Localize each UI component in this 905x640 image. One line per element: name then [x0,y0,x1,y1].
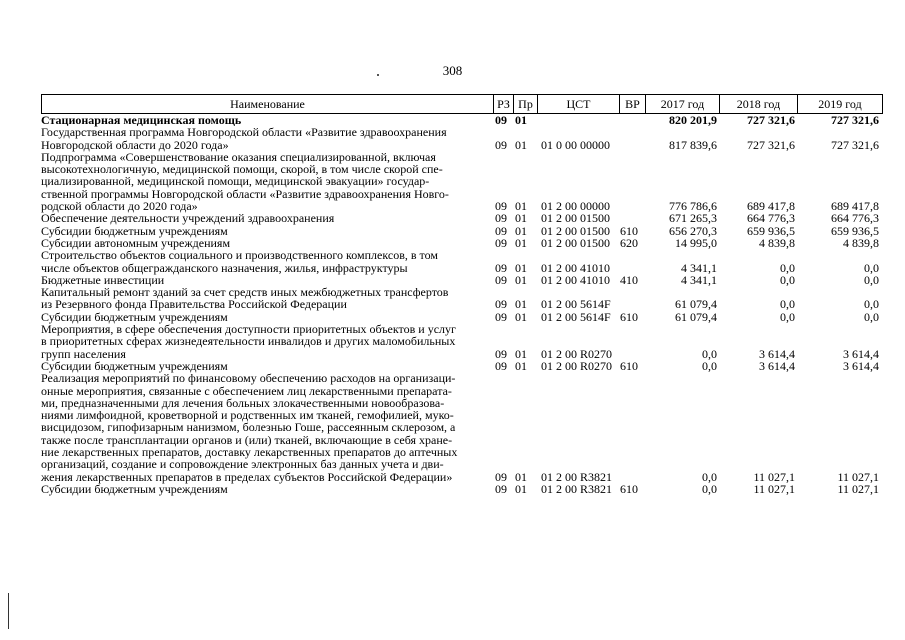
row-2018: 0,0 [780,260,795,275]
table-header [41,94,883,114]
row-2019: 3 614,4 [843,358,879,373]
row-name: Субсидии бюджетным учреждениям [41,309,228,324]
row-2018: 3 614,4 [759,346,795,361]
row-name: Мероприятия, в сфере обеспечения доступности приоритетных объектов и услуг в приоритетных сферах жизнедеятельности инвалидов и других маломобильных групп населения [41,322,456,361]
row-cst: 01 2 00 R0270 [541,358,613,373]
row-2018: 0,0 [780,297,795,312]
table-body [41,114,881,495]
row-2017: 656 270,3 [669,223,717,238]
row-2018: 689 417,8 [747,199,795,214]
row-2017: 820 201,9 [669,113,717,127]
row-2019: 0,0 [864,260,879,275]
row-cst: 01 2 00 01500 [541,223,610,238]
row-pr: 01 [515,469,527,484]
row-2019: 11 027,1 [837,481,879,496]
row-2019: 659 936,5 [831,223,879,238]
row-cst: 01 2 00 01500 [541,211,610,226]
row-cst: 01 2 00 R3821 [541,469,613,484]
header-vr: ВР [620,95,646,113]
row-2019: 689 417,8 [831,199,879,214]
row-name: Субсидии бюджетным учреждениям [41,223,228,238]
row-2017: 776 786,6 [669,199,717,214]
row-2019: 727 321,6 [831,113,879,127]
row-2018: 659 936,5 [747,223,795,238]
row-2017: 4 341,1 [681,260,717,275]
row-name: Капитальный ремонт зданий за счет средств иных межбюджетных трансфертов из Резервного фонда Правительства Российской Федерации [41,285,449,312]
row-rz: 09 [495,297,507,312]
table-row [41,151,881,212]
row-pr: 01 [515,223,527,238]
row-rz: 09 [495,223,507,238]
row-2018: 664 776,3 [747,211,795,226]
row-rz: 09 [495,211,507,226]
row-name: Строительство объектов социального и производственного комплексов, в том числе объектов общегражданского назначения, жилья, инфраструктуры [41,248,438,275]
row-vr: 610 [620,481,638,496]
row-vr: 410 [620,272,638,287]
row-cst: 01 2 00 R3821 [541,481,613,496]
row-name: Стационарная медицинская помощь [41,113,242,127]
row-cst: 01 0 00 00000 [541,137,610,152]
row-name: Субсидии бюджетным учреждениям [41,358,228,373]
row-2017: 0,0 [702,469,717,484]
row-2018: 11 027,1 [753,469,795,484]
table-row [41,126,881,151]
header-name: Наименование [42,95,494,113]
row-2017: 817 839,6 [669,137,717,152]
row-name: Государственная программа Новгородской области «Развитие здравоохранения Новгородской области до 2020 года» [41,125,447,152]
row-2018: 3 614,4 [759,358,795,373]
row-cst: 01 2 00 5614F [541,297,611,312]
row-rz: 09 [495,346,507,361]
row-2017: 0,0 [702,358,717,373]
row-pr: 01 [515,113,527,127]
row-2019: 0,0 [864,309,879,324]
row-rz: 09 [495,235,507,250]
table-row [41,372,881,483]
row-pr: 01 [515,309,527,324]
row-rz: 09 [495,137,507,152]
row-pr: 01 [515,297,527,312]
row-cst: 01 2 00 00000 [541,199,610,214]
row-2017: 61 079,4 [675,297,717,312]
row-2018: 11 027,1 [753,481,795,496]
row-2019: 0,0 [864,297,879,312]
row-2018: 727 321,6 [747,137,795,152]
row-rz: 09 [495,309,507,324]
table-row [41,249,881,274]
row-cst: 01 2 00 R0270 [541,346,613,361]
row-pr: 01 [515,346,527,361]
row-name: Бюджетные инвестиции [41,272,165,287]
row-name: Подпрограмма «Совершенствование оказания специализированной, включая высокотехнологичную, медицинской помощи, скорой, в том числе скорой спе- циализированной, медицинской помощи, медицинской эвакуации» государ- ственной программы Новгородской области «Развитие здравоохранения Новго- родской области до 2020 года» [41,149,449,214]
row-2017: 61 079,4 [675,309,717,324]
row-pr: 01 [515,481,527,496]
row-cst: 01 2 00 5614F [541,309,611,324]
row-cst: 01 2 00 41010 [541,272,610,287]
row-cst: 01 2 00 41010 [541,260,610,275]
header-pr: Пр [514,95,538,113]
row-rz: 09 [495,199,507,214]
table-row [41,212,881,224]
row-pr: 01 [515,235,527,250]
row-rz: 09 [495,260,507,275]
header-2019: 2019 год [818,97,862,111]
row-2017: 0,0 [702,346,717,361]
scan-edge-mark [8,593,9,629]
row-rz: 09 [495,481,507,496]
row-name: Реализация мероприятий по финансовому обеспечению расходов на организаци- онные мероприятия, связанные с обеспечением лиц лекарственными препарата- ми, предназначенными для лечения больных злокачественными новообразова- ниями лимфоидной, кроветворной и родственных им тканей, гемофилией, муко- висцидозом, гипофизарным нанизмом, болезнью Гоше, рассеянным склерозом, а также после трансплантации органов и (или) тканей, включающие в себя хране- ние лекарственных препаратов, доставку лекарственных препаратов до аптечных организаций, создание и сопровождение электронных баз данных учета и дви- жения лекарственных препаратов в пределах субъектов Российской Федерации» [41,371,458,484]
row-pr: 01 [515,199,527,214]
page-number: 308 [442,63,463,78]
table-row [41,323,881,360]
row-2017: 4 341,1 [681,272,717,287]
row-pr: 01 [515,358,527,373]
row-2019: 0,0 [864,272,879,287]
row-2019: 4 839,8 [843,235,879,250]
row-2018: 4 839,8 [759,235,795,250]
row-2019: 3 614,4 [843,346,879,361]
table-row [41,483,881,495]
row-2019: 727 321,6 [831,137,879,152]
row-cst: 01 2 00 01500 [541,235,610,250]
header-2018: 2018 год [720,95,798,113]
row-pr: 01 [515,137,527,152]
scan-dot [377,74,379,76]
row-rz: 09 [495,113,507,127]
row-vr: 610 [620,358,638,373]
row-2019: 11 027,1 [837,469,879,484]
row-vr: 610 [620,309,638,324]
row-2017: 0,0 [702,481,717,496]
row-rz: 09 [495,358,507,373]
row-name: Субсидии автономным учреждениям [41,235,231,250]
row-pr: 01 [515,260,527,275]
row-2017: 14 995,0 [675,235,717,250]
row-2018: 0,0 [780,309,795,324]
row-2017: 671 265,3 [669,211,717,226]
row-pr: 01 [515,272,527,287]
row-name: Обеспечение деятельности учреждений здравоохранения [41,211,335,226]
header-rz: РЗ [494,95,514,113]
header-2017: 2017 год [646,95,720,113]
row-2018: 0,0 [780,272,795,287]
row-vr: 610 [620,223,638,238]
row-pr: 01 [515,211,527,226]
header-cst: ЦСТ [538,95,620,113]
row-vr: 620 [620,235,638,250]
table-row [41,286,881,311]
row-name: Субсидии бюджетным учреждениям [41,481,228,496]
row-rz: 09 [495,469,507,484]
row-rz: 09 [495,272,507,287]
row-2019: 664 776,3 [831,211,879,226]
row-2018: 727 321,6 [747,113,795,127]
